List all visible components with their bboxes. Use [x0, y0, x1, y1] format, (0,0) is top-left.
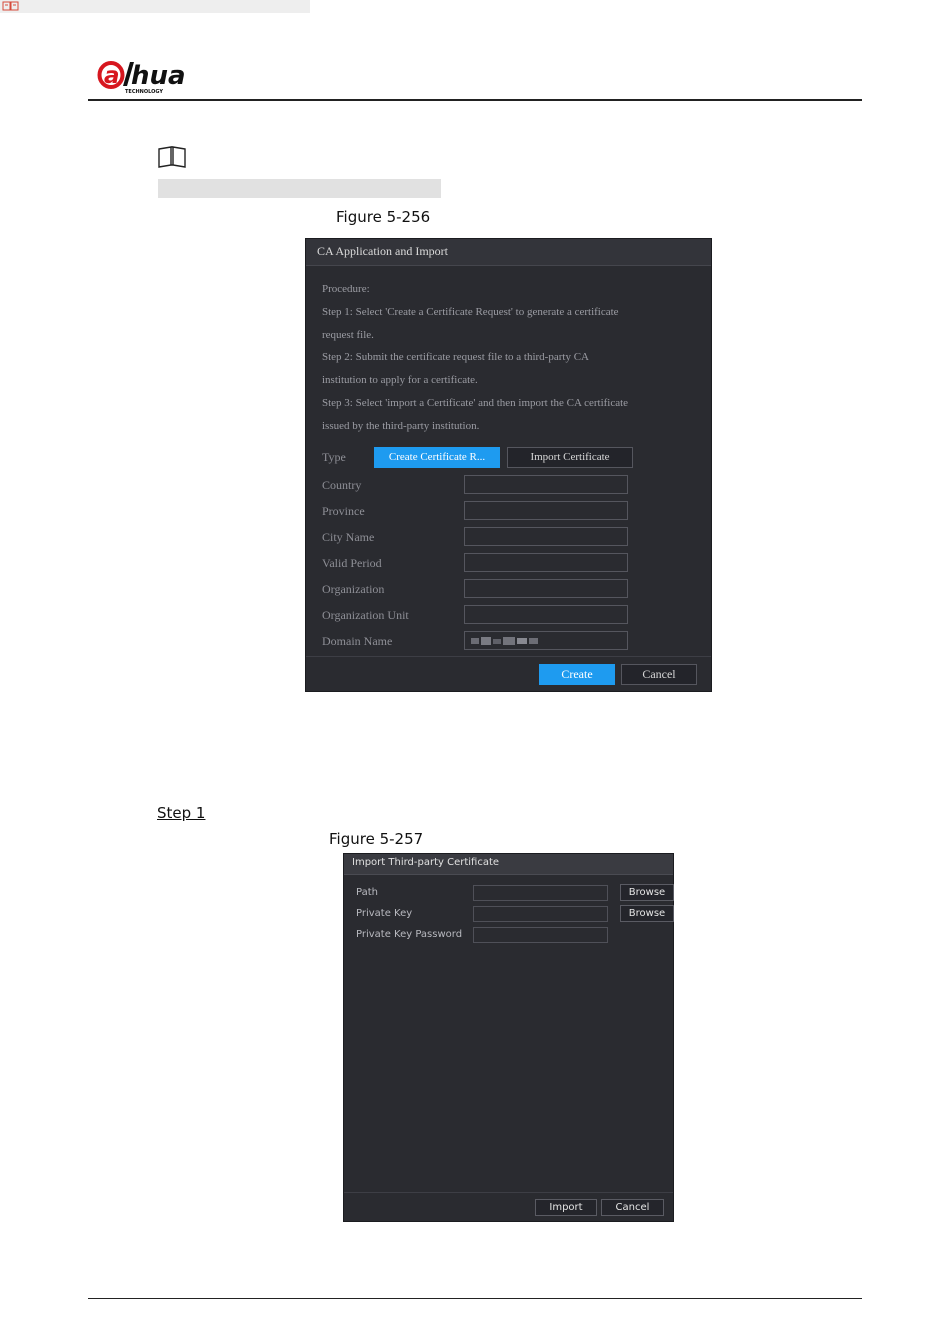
path-field[interactable]: [473, 885, 608, 901]
dialog-title-bar: [344, 854, 673, 875]
procedure-line: Procedure:: [322, 283, 370, 295]
city-name-label: City Name: [322, 530, 375, 544]
redacted-note-bar: [158, 179, 441, 198]
footer-rule: [88, 1298, 862, 1299]
type-label: Type: [322, 450, 346, 464]
svg-text:TECHNOLOGY: TECHNOLOGY: [125, 89, 163, 95]
valid-period-label: Valid Period: [322, 556, 382, 570]
import-certificate-tab[interactable]: Import Certificate: [507, 447, 633, 468]
header-rule: [88, 99, 862, 101]
figure-caption: Figure 5-256: [336, 208, 431, 226]
cancel-button[interactable]: Cancel: [621, 664, 697, 685]
path-browse-button[interactable]: Browse: [620, 884, 674, 901]
cancel-button[interactable]: Cancel: [601, 1199, 664, 1216]
procedure-line: Step 3: Select 'import a Certificate' and then import the CA certificate: [322, 397, 629, 409]
procedure-line: Step 2: Submit the certificate request file to a third-party CA: [322, 351, 589, 363]
province-field[interactable]: [464, 501, 628, 520]
city-name-field[interactable]: [464, 527, 628, 546]
blurred-domain-value: [471, 636, 541, 646]
organization-unit-label: Organization Unit: [322, 608, 409, 622]
organization-field[interactable]: [464, 579, 628, 598]
procedure-line: institution to apply for a certificate.: [322, 374, 478, 386]
dahua-logo: [97, 56, 207, 96]
svg-text:hua: hua: [131, 61, 186, 91]
top-corner-bar: [0, 0, 310, 13]
procedure-line: issued by the third-party institution.: [322, 420, 480, 432]
private-key-browse-button[interactable]: Browse: [620, 905, 674, 922]
organization-unit-field[interactable]: [464, 605, 628, 624]
corner-document-icon: [2, 1, 20, 11]
dialog-title-bar: [306, 239, 711, 266]
country-label: Country: [322, 478, 362, 492]
ca-application-dialog: [305, 238, 712, 692]
domain-name-label: Domain Name: [322, 634, 393, 648]
path-label: Path: [356, 887, 378, 898]
private-key-label: Private Key: [356, 908, 413, 919]
country-field[interactable]: [464, 475, 628, 494]
create-certificate-request-tab[interactable]: Create Certificate R...: [374, 447, 500, 468]
private-key-password-field[interactable]: [473, 927, 608, 943]
private-key-password-label: Private Key Password: [356, 929, 463, 940]
domain-name-field[interactable]: [464, 631, 628, 650]
import-button[interactable]: Import: [535, 1199, 597, 1216]
svg-text:a: a: [104, 63, 120, 89]
valid-period-field[interactable]: [464, 553, 628, 572]
create-button[interactable]: Create: [539, 664, 615, 685]
province-label: Province: [322, 504, 365, 518]
procedure-line: Step 1: Select 'Create a Certificate Request' to generate a certificate: [322, 306, 619, 318]
organization-label: Organization: [322, 582, 385, 596]
dialog-footer-divider: [344, 1192, 673, 1193]
note-book-icon: [157, 145, 187, 169]
private-key-field[interactable]: [473, 906, 608, 922]
procedure-line: request file.: [322, 329, 374, 341]
dialog-title: CA Application and Import: [317, 244, 448, 258]
dialog-title: Import Third-party Certificate: [352, 857, 500, 868]
figure-caption: Figure 5-257: [329, 830, 424, 848]
step-label: Step 1: [157, 804, 206, 822]
dialog-footer-divider: [306, 656, 711, 657]
import-third-party-certificate-dialog: [343, 853, 674, 1222]
